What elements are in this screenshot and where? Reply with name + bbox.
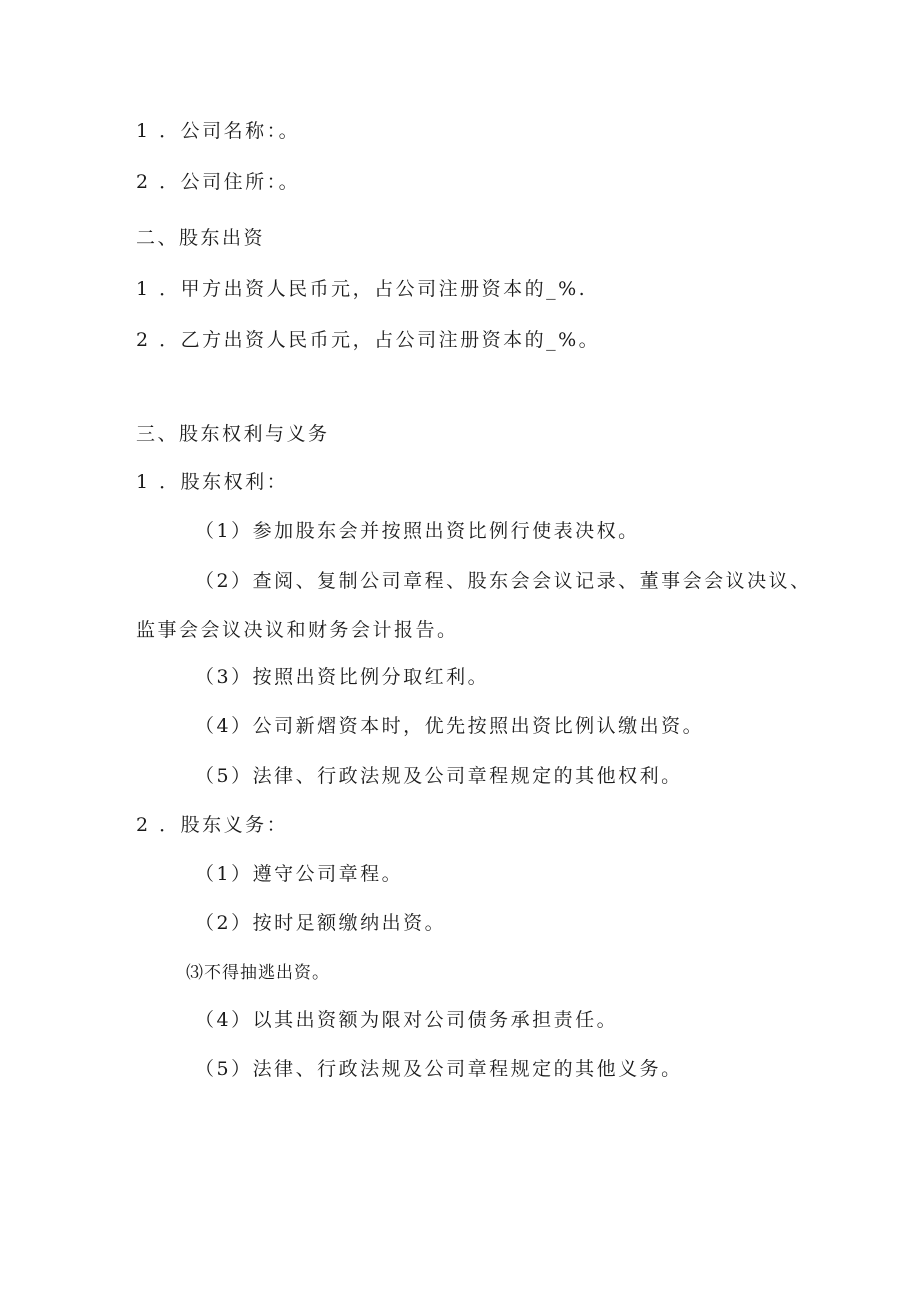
section-heading-capital: 二、股东出资	[136, 227, 266, 249]
rights-item-4: （4）公司新熠资本时，优先按照出资比例认缴出资。	[195, 715, 705, 737]
duties-item-2: （2）按时足额缴纳出资。	[195, 912, 447, 934]
rights-item-2: （2）查阅、复制公司章程、股东会会议记录、董事会会议决议、	[195, 570, 812, 592]
company-address-line: 2 ．公司住所：。	[136, 171, 301, 193]
company-name-line: 1 ．公司名称：。	[136, 120, 301, 142]
duties-item-1: （1）遵守公司章程。	[195, 863, 404, 885]
capital-item-party-b: 2 ．乙方出资人民币元，占公司注册资本的_%。	[136, 329, 601, 351]
rights-item-1: （1）参加股东会并按照出资比例行使表决权。	[195, 520, 640, 542]
duties-item-5: （5）法律、行政法规及公司章程规定的其他义务。	[195, 1058, 683, 1080]
rights-title: 1 ．股东权利：	[136, 471, 289, 493]
rights-item-5: （5）法律、行政法规及公司章程规定的其他权利。	[195, 765, 683, 787]
rights-item-3: （3）按照出资比例分取红利。	[195, 666, 490, 688]
duties-title: 2 ．股东义务：	[136, 814, 289, 836]
rights-item-2-continuation: 监事会会议决议和财务会计报告。	[136, 619, 459, 641]
duties-item-3: ⑶不得抽逃出资。	[186, 963, 330, 983]
section-heading-rights-duties: 三、股东权利与义务	[136, 423, 330, 445]
capital-item-party-a: 1 ．甲方出资人民币元，占公司注册资本的_%.	[136, 278, 588, 300]
duties-item-4: （4）以其出资额为限对公司债务承担责任。	[195, 1009, 619, 1031]
